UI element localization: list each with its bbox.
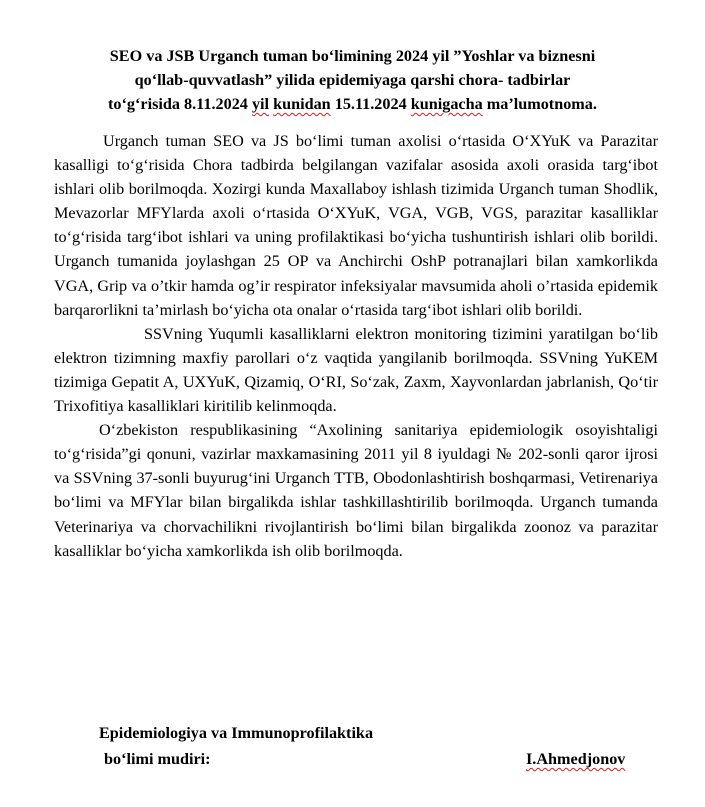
title-line-3-end: ma’lumotnoma.	[486, 95, 597, 113]
spellcheck-word-yil: yil	[251, 95, 270, 113]
spellcheck-word-kunidan: kunidan	[273, 95, 331, 113]
paragraph-3: O‘zbekiston respublikasining “Axolining sanitariya epidemiologik osoyishtaligi to‘g‘risida”gi qonuni, vazirlar maxkamasining 2011 yil 8 iyuldagi № 202-sonli qaror ijrosi va SSVning 37-sonli buyurug‘ini Urganch TTB, Obodonlashtirish boshqarmasi, Vetirenariya bo‘limi va MFYlar bilan birgalikda ishlar tashkillashtirilib borilmoqda. Urganch tumanda Veterinariya va chorvachilikni rivojlantirish bo‘limi bilan birgalikda zoonoz va parazitar kasalliklar bo‘yicha xamkorlikda ish olib borilmoqda.	[54, 421, 658, 560]
paragraph-2: SSVning Yuqumli kasalliklarni elektron monitoring tizimini yaratilgan bo‘lib elektron tizimning maxfiy parollari o‘z vaqtida yangilanib borilmoqda. SSVning YuKEM tizimiga Gepatit A, UXYuK, Qizamiq, O‘RI, So‘zak, Zaxm, Xayvonlardan jabrlanish, Qo‘tir Trixofitiya kasalliklari kiritilib kelinmoqda.	[54, 324, 658, 416]
document-title	[50, 44, 655, 116]
title-line-3-start: to‘g‘risida 8.11.2024	[108, 95, 252, 113]
document-body	[54, 129, 658, 563]
paragraph-1: Urganch tuman SEO va JS bo‘limi tuman axolisi o‘rtasida O‘XYuK va Parazitar kasalligi to‘g‘risida Chora tadbirda belgilangan vazifalar asosida axoli orasida targ‘ibot ishlari olib borilmoqda. Xozirgi kunda Maxallaboy ishlash tizimida Urganch tuman Shodlik, Mevazorlar MFYlarda axoli o‘rtasida O‘XYuK, VGA, VGB, VGS, parazitar kasalliklar to‘g‘risida targ‘ibot ishlari va uning profilaktikasi bo‘yicha tushuntirish ishlari olib borildi. Urganch tumanida joylashgan 25 OP va Anchirchi OshP potranajlari bilan xamkorlikda VGA, Grip va o’tkir hamda og’ir respirator infeksiyalar mavsumida aholi o’rtasida epidemik barqarorlikni ta’mirlash bo‘yicha ota onalar o‘rtasida targ‘ibot ishlari olib borildi.	[54, 132, 658, 319]
spellcheck-word-kunigacha: kunigacha	[410, 95, 483, 113]
title-line-1: SEO va JSB Urganch tuman bo‘limining 2024 yil ”Yoshlar va biznesni	[109, 47, 596, 65]
title-line-2: qo‘llab-quvvatlash” yilida epidemiyaga qarshi chora- tadbirlar	[134, 71, 571, 89]
signature-name: I.Ahmedjonov	[526, 750, 626, 768]
signature-title-line-2: bo‘limi mudiri:	[104, 750, 211, 768]
title-date-end: 15.11.2024	[334, 95, 407, 113]
signature-title-line-1: Epidemiologiya va Immunoprofilaktika	[99, 724, 374, 742]
title-line-3	[50, 92, 655, 116]
signature-title	[99, 720, 373, 772]
